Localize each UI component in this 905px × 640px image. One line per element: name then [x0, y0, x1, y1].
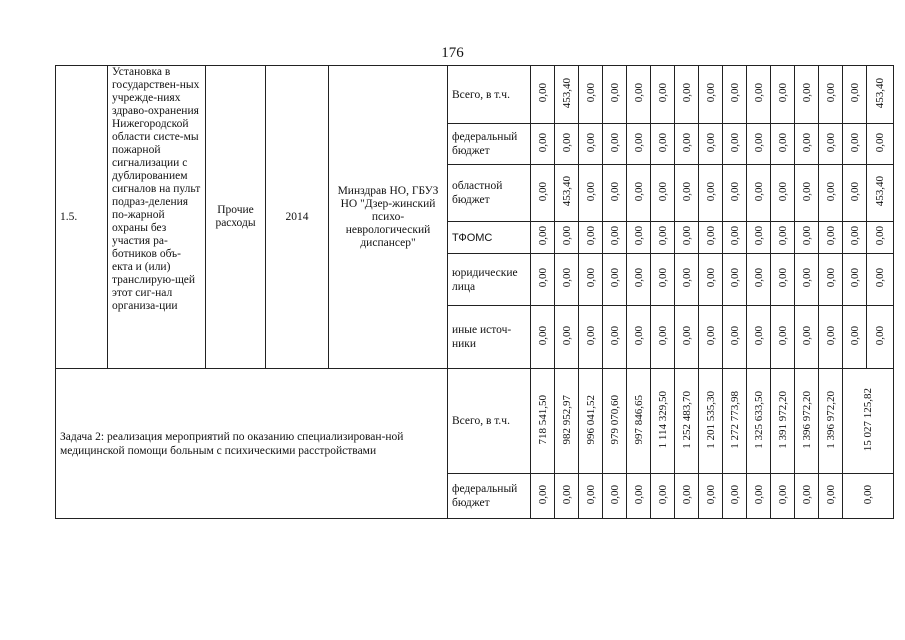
value-text: 0,00 [560, 132, 573, 153]
value-text: 0,00 [584, 181, 597, 202]
value-text: 0,00 [874, 132, 886, 153]
value-text: 0,00 [680, 325, 693, 346]
value-text: 453,40 [874, 77, 886, 109]
value-cell [699, 124, 723, 165]
value-cell [795, 222, 819, 254]
value-cell [747, 254, 771, 306]
value-text: 718 541,50 [536, 394, 549, 445]
value-cell [555, 369, 579, 474]
value-text: 0,00 [560, 226, 573, 246]
value-cell [771, 222, 795, 254]
value-text: 0,00 [632, 268, 645, 288]
value-text: 0,00 [848, 181, 861, 202]
value-cell [555, 165, 579, 222]
value-cell [651, 222, 675, 254]
value-text: 996 041,52 [584, 394, 597, 445]
value-cell [843, 165, 867, 222]
value-text: 0,00 [824, 226, 837, 246]
source-label: федеральный бюджет [448, 474, 531, 519]
value-cell [627, 474, 651, 519]
value-text: 0,00 [752, 325, 765, 346]
value-cell [771, 124, 795, 165]
value-text: 0,00 [824, 181, 837, 202]
value-cell [723, 124, 747, 165]
value-cell [795, 474, 819, 519]
value-cell [531, 306, 555, 369]
value-text: 453,40 [560, 77, 573, 109]
source-label: Всего, в т.ч. [448, 369, 531, 474]
value-cell [603, 222, 627, 254]
value-cell [819, 124, 843, 165]
value-cell [675, 165, 699, 222]
task-title: Задача 2: реализация мероприятий по оказанию специализирован-ной медицинской помощи больным с психическими расстройствами [56, 369, 448, 519]
value-cell [699, 165, 723, 222]
value-cell [843, 66, 867, 124]
value-text: 0,00 [632, 484, 645, 505]
value-text: 1 325 633,50 [752, 390, 765, 449]
value-text: 0,00 [608, 181, 621, 202]
value-text: 0,00 [862, 484, 874, 505]
value-text: 0,00 [608, 268, 621, 288]
value-text: 0,00 [536, 268, 549, 288]
value-cell [867, 254, 894, 306]
value-cell [675, 222, 699, 254]
value-text: 0,00 [656, 226, 669, 246]
value-cell [651, 165, 675, 222]
value-text: 1 201 535,30 [704, 390, 717, 449]
value-cell [579, 369, 603, 474]
value-cell [819, 66, 843, 124]
value-cell [675, 474, 699, 519]
value-text: 0,00 [752, 268, 765, 288]
value-text: 0,00 [656, 325, 669, 346]
value-text: 0,00 [704, 226, 717, 246]
value-cell [819, 474, 843, 519]
value-text: 0,00 [848, 83, 861, 103]
source-label: юридические лица [448, 254, 531, 306]
value-cell [867, 222, 894, 254]
value-cell [795, 369, 819, 474]
value-text: 0,00 [704, 181, 717, 202]
value-text: 0,00 [608, 226, 621, 246]
value-cell [675, 124, 699, 165]
value-text: 0,00 [728, 226, 741, 246]
value-text: 0,00 [776, 132, 789, 153]
value-text: 0,00 [680, 226, 693, 246]
value-text: 0,00 [752, 132, 765, 153]
value-cell [819, 306, 843, 369]
value-text: 0,00 [776, 226, 789, 246]
value-cell [699, 222, 723, 254]
value-text: 0,00 [824, 268, 837, 288]
value-cell [843, 369, 894, 474]
value-cell [819, 222, 843, 254]
value-text: 1 272 773,98 [728, 390, 741, 449]
value-cell [627, 369, 651, 474]
item-expense-type: Прочие расходы [206, 66, 266, 369]
value-text: 0,00 [776, 83, 789, 103]
value-text: 0,00 [874, 268, 886, 288]
value-text: 0,00 [848, 325, 861, 346]
value-text: 0,00 [656, 132, 669, 153]
value-text: 982 952,97 [560, 394, 573, 445]
value-text: 0,00 [584, 132, 597, 153]
value-cell [579, 222, 603, 254]
value-cell [843, 474, 894, 519]
value-text: 0,00 [680, 83, 693, 103]
value-cell [579, 306, 603, 369]
source-label: иные источ-ники [448, 306, 531, 369]
value-cell [531, 369, 555, 474]
value-cell [771, 306, 795, 369]
value-text: 1 114 329,50 [656, 390, 669, 449]
value-text: 0,00 [704, 268, 717, 288]
value-cell [723, 222, 747, 254]
value-text: 0,00 [776, 181, 789, 202]
value-cell [651, 306, 675, 369]
value-text: 0,00 [608, 83, 621, 103]
value-text: 0,00 [584, 484, 597, 505]
value-text: 0,00 [704, 83, 717, 103]
value-cell [675, 254, 699, 306]
value-text: 0,00 [824, 83, 837, 103]
page-number: 176 [441, 45, 464, 61]
value-text: 0,00 [824, 325, 837, 346]
value-text: 0,00 [536, 484, 549, 505]
value-cell [771, 254, 795, 306]
value-text: 0,00 [776, 325, 789, 346]
value-text: 0,00 [656, 484, 669, 505]
value-text: 979 070,60 [608, 394, 621, 445]
value-cell [747, 369, 771, 474]
value-text: 0,00 [560, 268, 573, 288]
value-cell [675, 66, 699, 124]
value-text: 0,00 [680, 132, 693, 153]
value-text: 453,40 [874, 176, 886, 207]
value-text: 15 027 125,82 [862, 387, 874, 452]
value-cell [531, 165, 555, 222]
value-cell [651, 369, 675, 474]
value-cell [795, 66, 819, 124]
value-cell [579, 165, 603, 222]
value-cell [555, 222, 579, 254]
value-cell [747, 306, 771, 369]
value-cell [795, 306, 819, 369]
value-text: 0,00 [874, 325, 886, 346]
item-name: Установка в государствен-ных учрежде-ниях здраво-охранения Нижегородской области систе-мы пожарной сигнализации с дублированием сигналов на пульт подраз-деления по-жарной охраны без участия ра-ботников объ-екта и (или) транслирую-щей этот сиг-нал организа-ции [108, 66, 206, 369]
value-text: 0,00 [800, 83, 813, 103]
value-text: 0,00 [680, 181, 693, 202]
value-text: 1 396 972,20 [800, 390, 813, 449]
value-cell [843, 254, 867, 306]
value-text: 0,00 [728, 268, 741, 288]
value-text: 0,00 [728, 484, 741, 505]
value-text: 0,00 [680, 484, 693, 505]
value-text: 0,00 [752, 226, 765, 246]
value-cell [819, 165, 843, 222]
item-source-row [56, 66, 894, 124]
value-text: 0,00 [824, 132, 837, 153]
value-text: 0,00 [704, 484, 717, 505]
value-cell [771, 369, 795, 474]
value-cell [723, 66, 747, 124]
value-cell [867, 66, 894, 124]
value-text: 0,00 [536, 325, 549, 346]
value-text: 0,00 [584, 325, 597, 346]
value-text: 0,00 [560, 325, 573, 346]
value-cell [867, 165, 894, 222]
budget-table [55, 65, 894, 519]
value-text: 0,00 [776, 484, 789, 505]
value-cell [627, 165, 651, 222]
value-cell [579, 474, 603, 519]
value-text: 1 396 972,20 [824, 390, 837, 449]
value-cell [771, 66, 795, 124]
value-cell [555, 254, 579, 306]
item-number: 1.5. [56, 66, 108, 369]
value-text: 0,00 [608, 132, 621, 153]
value-cell [531, 254, 555, 306]
value-text: 0,00 [608, 325, 621, 346]
value-cell [603, 124, 627, 165]
value-text: 0,00 [704, 132, 717, 153]
value-cell [579, 254, 603, 306]
value-text: 0,00 [704, 325, 717, 346]
value-cell [699, 66, 723, 124]
value-cell [675, 306, 699, 369]
value-cell [555, 474, 579, 519]
value-cell [771, 165, 795, 222]
value-text: 0,00 [728, 325, 741, 346]
value-cell [579, 66, 603, 124]
value-cell [603, 306, 627, 369]
value-cell [651, 474, 675, 519]
value-cell [555, 124, 579, 165]
value-text: 0,00 [800, 181, 813, 202]
value-cell [771, 474, 795, 519]
value-text: 0,00 [848, 268, 861, 288]
value-cell [603, 66, 627, 124]
value-text: 997 846,65 [632, 394, 645, 445]
task-source-row [56, 369, 894, 474]
value-cell [531, 66, 555, 124]
value-cell [795, 254, 819, 306]
value-text: 0,00 [848, 226, 861, 246]
value-text: 0,00 [656, 268, 669, 288]
value-text: 0,00 [680, 268, 693, 288]
value-cell [531, 124, 555, 165]
value-cell [603, 165, 627, 222]
value-text: 0,00 [824, 484, 837, 505]
value-cell [531, 222, 555, 254]
value-cell [651, 124, 675, 165]
value-cell [723, 306, 747, 369]
value-cell [627, 124, 651, 165]
value-cell [651, 254, 675, 306]
value-cell [627, 306, 651, 369]
value-text: 0,00 [728, 132, 741, 153]
value-cell [579, 124, 603, 165]
source-label: ТФОМС [448, 222, 531, 254]
value-text: 0,00 [632, 181, 645, 202]
value-text: 1 391 972,20 [776, 390, 789, 449]
value-cell [603, 369, 627, 474]
value-cell [747, 66, 771, 124]
value-cell [867, 306, 894, 369]
value-text: 0,00 [728, 83, 741, 103]
value-cell [627, 66, 651, 124]
value-cell [819, 254, 843, 306]
value-cell [843, 306, 867, 369]
value-cell [723, 165, 747, 222]
value-cell [627, 222, 651, 254]
value-text: 0,00 [752, 83, 765, 103]
value-cell [747, 165, 771, 222]
value-text: 0,00 [584, 226, 597, 246]
value-text: 0,00 [608, 484, 621, 505]
value-text: 0,00 [656, 83, 669, 103]
value-cell [843, 124, 867, 165]
value-cell [747, 474, 771, 519]
value-cell [747, 222, 771, 254]
value-cell [603, 254, 627, 306]
value-cell [723, 474, 747, 519]
value-cell [699, 474, 723, 519]
value-text: 0,00 [536, 132, 549, 153]
source-label: федеральный бюджет [448, 124, 531, 165]
source-label: Всего, в т.ч. [448, 66, 531, 124]
value-cell [699, 306, 723, 369]
value-text: 0,00 [800, 325, 813, 346]
value-text: 0,00 [752, 484, 765, 505]
value-text: 0,00 [536, 83, 549, 103]
value-text: 0,00 [632, 226, 645, 246]
value-cell [555, 306, 579, 369]
value-text: 0,00 [656, 181, 669, 202]
value-text: 0,00 [776, 268, 789, 288]
value-cell [627, 254, 651, 306]
value-cell [843, 222, 867, 254]
value-text: 0,00 [800, 226, 813, 246]
value-text: 0,00 [632, 325, 645, 346]
item-executor: Минздрав НО, ГБУЗ НО "Дзер-жинский психо-неврологический диспансер" [329, 66, 448, 369]
value-text: 0,00 [632, 132, 645, 153]
value-text: 0,00 [584, 268, 597, 288]
value-cell [867, 124, 894, 165]
value-text: 0,00 [584, 83, 597, 103]
value-text: 0,00 [560, 484, 573, 505]
value-cell [603, 474, 627, 519]
value-cell [795, 124, 819, 165]
value-text: 0,00 [800, 268, 813, 288]
value-cell [531, 474, 555, 519]
value-cell [651, 66, 675, 124]
value-cell [555, 66, 579, 124]
value-text: 0,00 [536, 181, 549, 202]
value-text: 0,00 [848, 132, 861, 153]
value-text: 0,00 [536, 226, 549, 246]
value-cell [723, 254, 747, 306]
value-text: 0,00 [800, 484, 813, 505]
value-cell [795, 165, 819, 222]
value-cell [723, 369, 747, 474]
value-text: 453,40 [560, 176, 573, 207]
value-text: 0,00 [752, 181, 765, 202]
value-cell [819, 369, 843, 474]
value-text: 1 252 483,70 [680, 390, 693, 449]
item-year: 2014 [266, 66, 329, 369]
value-cell [699, 369, 723, 474]
value-text: 0,00 [874, 226, 886, 246]
value-cell [675, 369, 699, 474]
value-text: 0,00 [728, 181, 741, 202]
value-cell [699, 254, 723, 306]
source-label: областной бюджет [448, 165, 531, 222]
value-cell [747, 124, 771, 165]
value-text: 0,00 [632, 83, 645, 103]
value-text: 0,00 [800, 132, 813, 153]
